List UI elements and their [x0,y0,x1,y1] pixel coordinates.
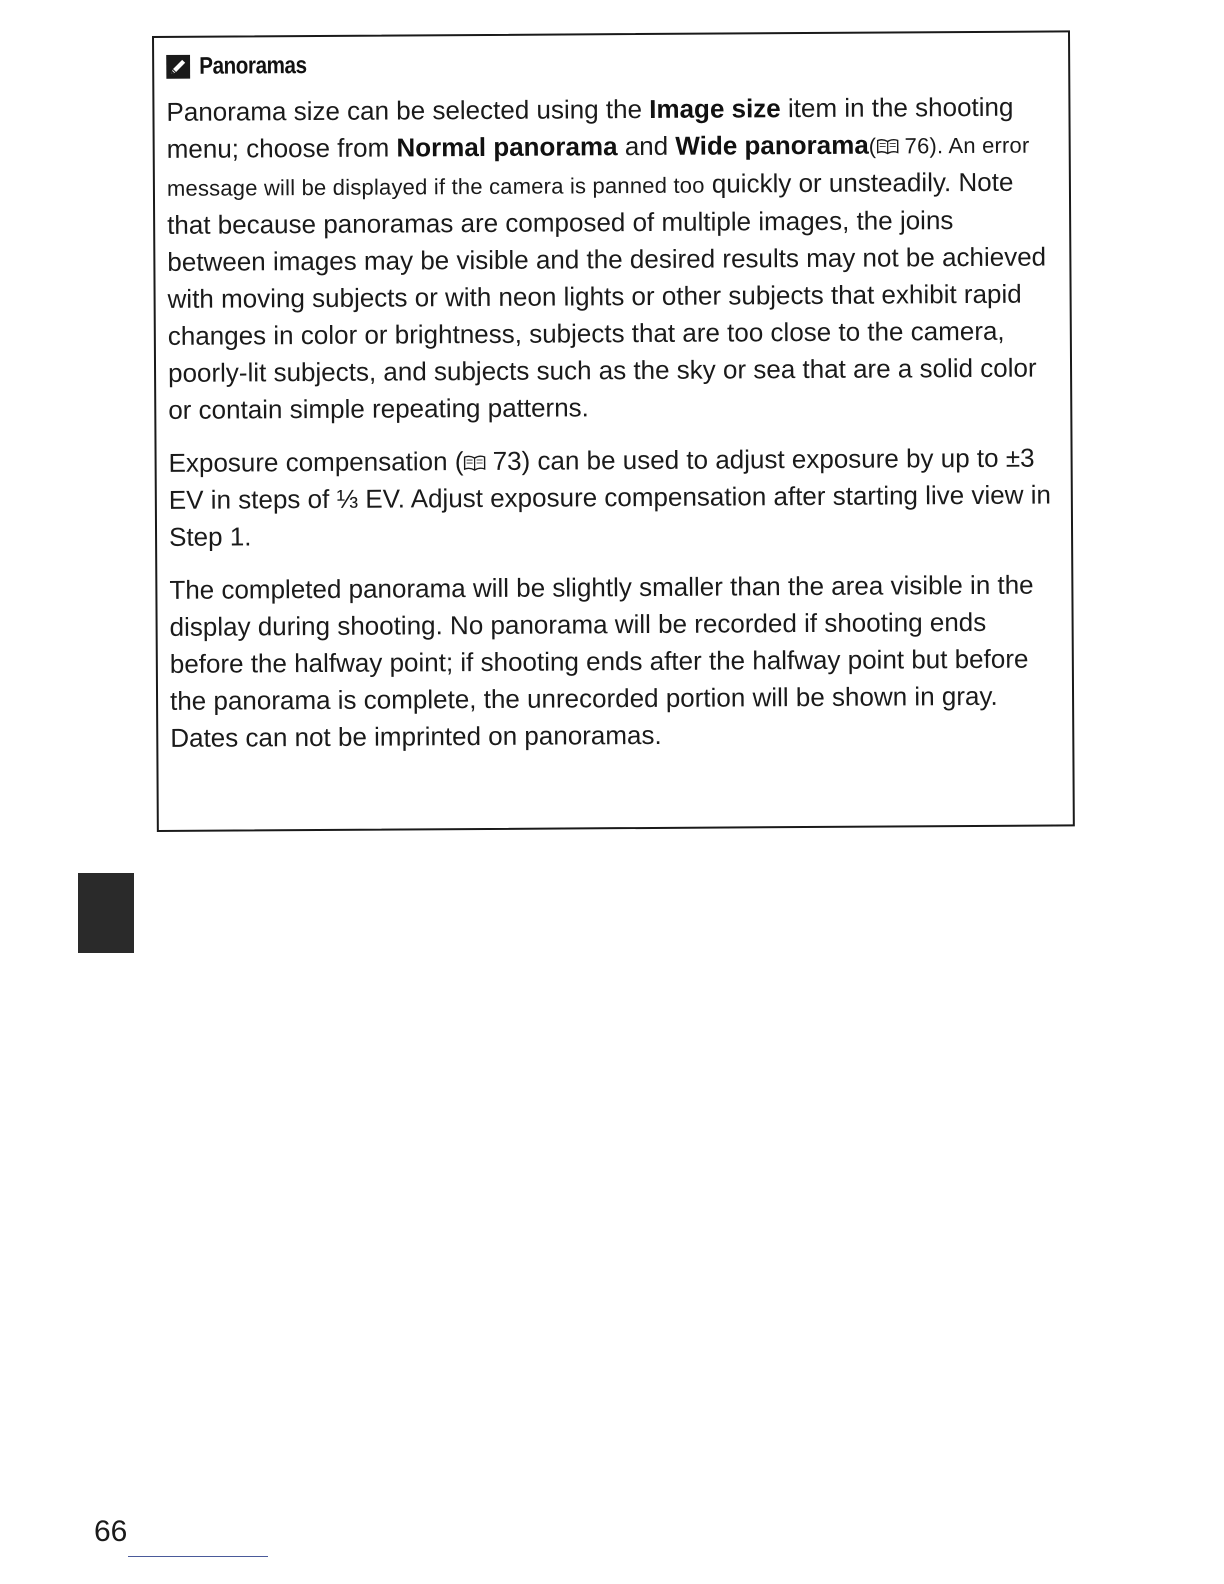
text-run: Exposure compensation ( [168,446,464,478]
book-icon [876,138,898,154]
text-run: and [617,130,676,162]
option-normal-panorama: Normal panorama [396,131,618,163]
text-run: Panorama size can be selected using the [166,93,650,127]
page-reference-73: 73) [485,445,531,476]
note-box [152,30,1075,832]
option-wide-panorama: Wide panorama [675,129,869,161]
menu-item-image-size: Image size [649,93,781,124]
paragraph-image-size [166,89,1054,429]
book-icon [463,455,485,471]
text-run: item in the shooting menu; choose from [166,91,1014,164]
note-title: Panoramas [199,52,307,80]
section-tab-marker [78,873,134,953]
pencil-icon [166,55,190,79]
text-run: An error message will be displayed if the camera is panned too [166,132,1030,201]
page-number: 66 [94,1515,128,1548]
paragraph-completed-panorama: The completed panorama will be slightly smaller than the area visible in the display during shooting. No panorama will be recorded if shooting ends before the halfway point; if shooting ends after the halfway point but before the panorama is complete, the unrecorded portion will be shown in gray. Dates can not be imprinted on panoramas. [169,569,1034,753]
ref-open: ( [868,133,877,159]
note-heading [166,47,1052,82]
text-run: quickly or unsteadily. Note that because panoramas are composed of multiple images, the joins between images may be visible and the desired results may not be achieved with moving subjects or with neon lights or other subjects that exhibit rapid changes in color or brightness, subjects that are too close to the camera, poorly-lit subjects, and subjects such as the sky or sea that are a solid color or contain simple repeating patterns. [167,166,1047,425]
paragraph-exposure-compensation [168,439,1055,555]
text-run: can be used to adjust exposure by up to ±3 EV in steps of ⅓ EV. Adjust exposure compensation after starting live view in Step 1. [168,442,1051,552]
ref-page: 76). [898,133,944,159]
footer-rule [128,1556,268,1557]
